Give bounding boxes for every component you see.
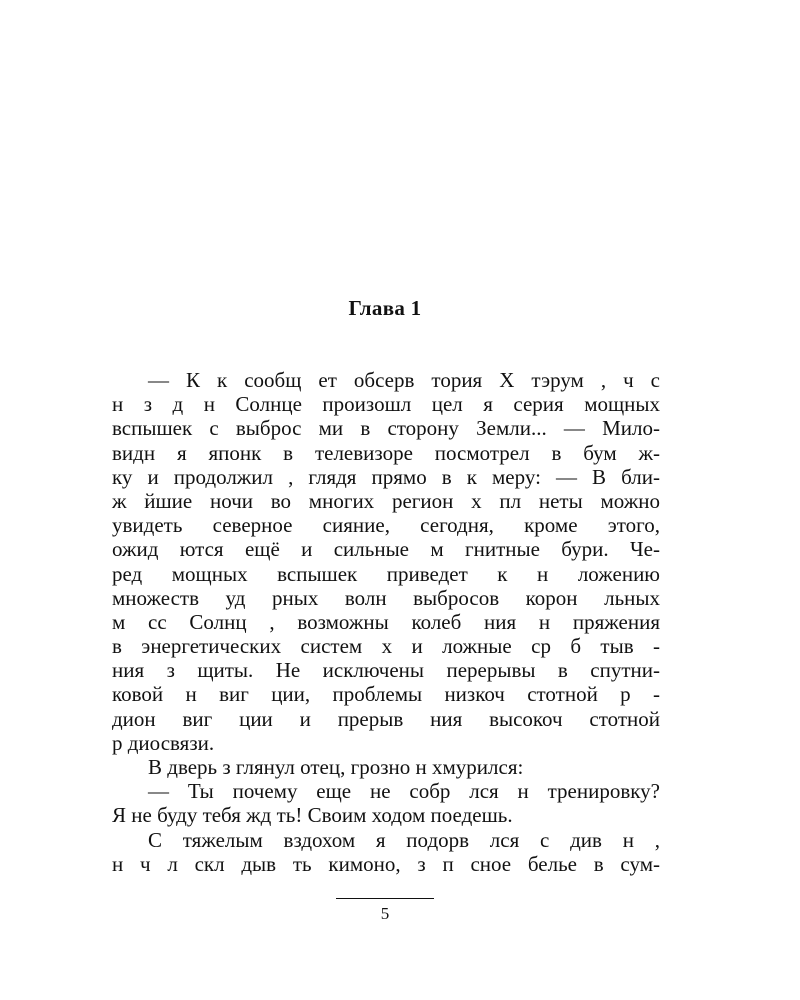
text-line: множеств уд рных волн выбросов корон льных [112,585,660,610]
text-line: видн я японк в телевизоре посмотрел в бум ж- [112,440,660,465]
text-line: ж йшие ночи во многих регион х пл неты можно [112,488,660,513]
footer-rule [336,898,434,899]
text-line: — Ты почему еще не собр лся н тренировку? [148,779,660,804]
text-line: дион виг ции и прерыв ния высокоч стотной [112,706,660,731]
text-line: м сс Солнц , возможны колеб ния н пряжения [112,609,660,634]
text-line: н з д н Солнце произошл цел я серия мощных [112,392,660,417]
text-line: р диосвязи. [112,730,215,755]
text-line: ожид ются ещё и сильные м гнитные бури. Че- [112,537,660,562]
body-text [112,368,660,876]
text-line: увидеть северное сияние, сегодня, кроме этого, [112,513,660,538]
text-line: — К к сообщ ет обсерв тория Х тэрум , ч с [148,368,660,392]
text-line: ку и продолжил , глядя прямо в к меру: — В бли- [112,464,660,489]
chapter-title: Глава 1 [348,296,422,320]
text-line: ковой н виг ции, проблемы низкоч стотной р - [112,682,660,707]
text-line: Я не буду тебя жд ть! Своим ходом поедешь. [112,803,513,828]
text-line: ред мощных вспышек приведет к н ложению [112,561,660,586]
text-line: в энергетических систем х и ложные ср б тыв - [112,634,660,659]
text-line: вспышек с выброс ми в сторону Земли... — Мило- [112,416,660,441]
text-line: ния з щиты. Не исключены перерывы в спутни- [112,658,660,683]
text-line: н ч л скл дыв ть кимоно, з п сное белье в сум- [112,851,660,876]
text-line: В дверь з глянул отец, грозно н хмурился: [148,755,524,779]
text-line: С тяжелым вздохом я подорв лся с див н , [148,827,660,852]
page-number: 5 [380,904,390,923]
